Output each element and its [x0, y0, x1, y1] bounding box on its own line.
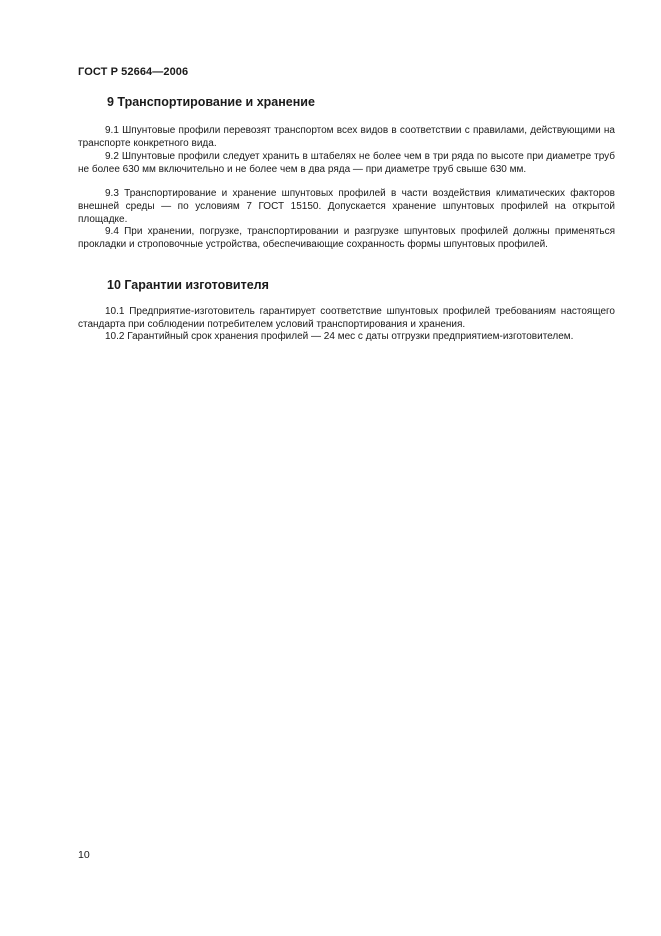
paragraph-9-3: 9.3 Транспортирование и хранение шпунтовых профилей в части воздействия климатических факторов внешней среды — по условиям 7 ГОСТ 15150. Допускается хранение шпунтовых профилей на открытой площадке. — [78, 188, 615, 225]
paragraph-9-1: 9.1 Шпунтовые профили перевозят транспортом всех видов в соответствии с правилами, действующими на транспорте конкретного вида. — [78, 125, 615, 149]
section-9-title: 9 Транспортирование и хранение — [107, 95, 315, 109]
page-number: 10 — [78, 849, 90, 861]
paragraph-9-4: 9.4 При хранении, погрузке, транспортировании и разгрузке шпунтовых профилей должны применяться прокладки и строповочные устройства, обеспечивающие сохранность формы шпунтовых профилей. — [78, 226, 615, 250]
section-10-title: 10 Гарантии изготовителя — [107, 278, 269, 292]
paragraph-10-2: 10.2 Гарантийный срок хранения профилей — 24 мес с даты отгрузки предприятием-изготовителем. — [105, 331, 574, 342]
document-header: ГОСТ Р 52664—2006 — [78, 66, 189, 78]
paragraph-9-2: 9.2 Шпунтовые профили следует хранить в штабелях не более чем в три ряда по высоте при диаметре труб не более 630 мм включительно и не более чем в два ряда — при диаметре труб свыше 630 мм. — [78, 151, 615, 175]
paragraph-10-1: 10.1 Предприятие-изготовитель гарантирует соответствие шпунтовых профилей требованиям настоящего стандарта при соблюдении потребителем условий транспортирования и хранения. — [78, 306, 615, 330]
